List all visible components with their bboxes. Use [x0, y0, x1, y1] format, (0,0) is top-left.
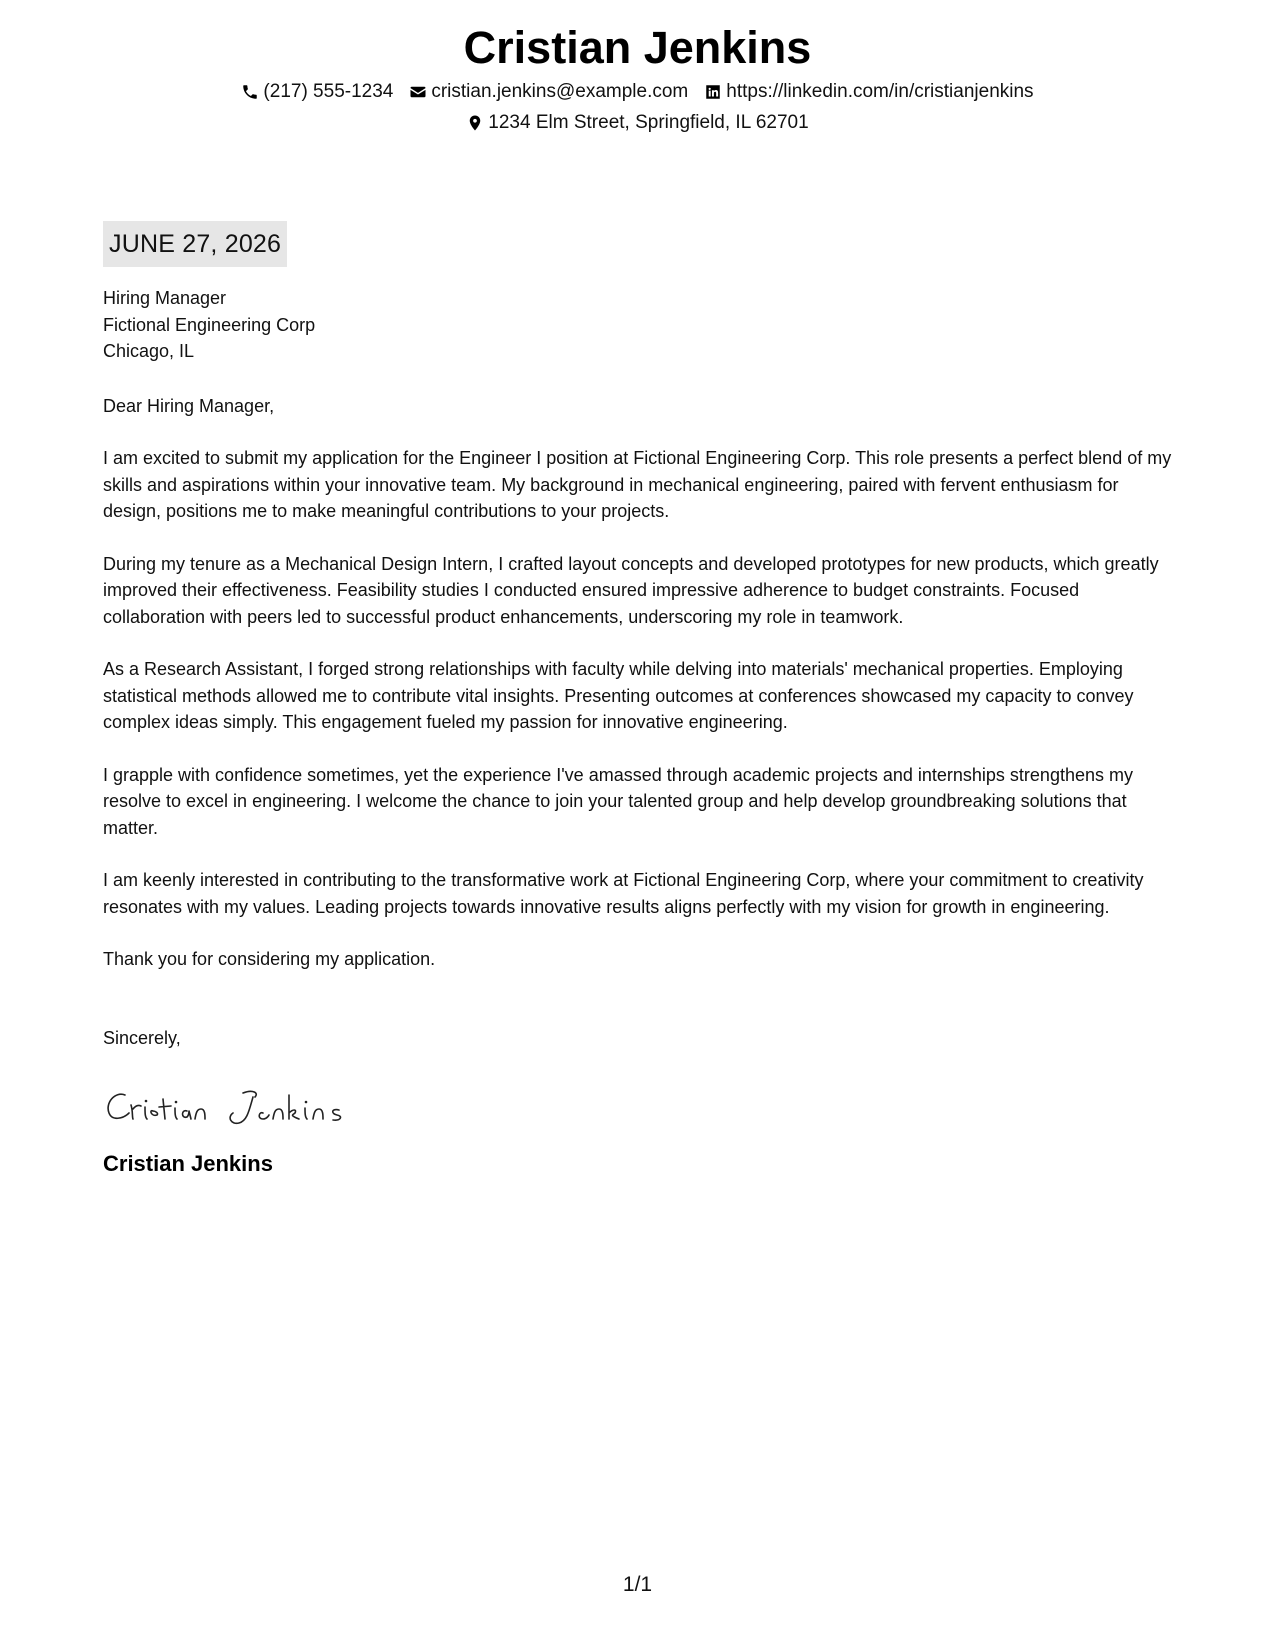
letter-header	[0, 18, 1275, 135]
page-number: 1/1	[622, 1573, 653, 1596]
address-row	[0, 111, 1275, 135]
letter-body	[103, 221, 1175, 1179]
email-link[interactable]: cristian.jenkins@example.com	[431, 81, 689, 102]
body-paragraph: I am keenly interested in contributing to the transformative work at Fictional Engineering Corp, where your commitment to creativity resonates with my values. Leading projects towards innovative results aligns perfectly with my vision for growth in engineering.	[103, 870, 1144, 917]
linkedin-icon	[704, 83, 722, 101]
body-paragraph: I grapple with confidence sometimes, yet the experience I've amassed through academic projects and internships strengthens my resolve to excel in engineering. I welcome the chance to join your talented group and help develop groundbreaking solutions that matter.	[103, 764, 1133, 838]
contact-linkedin[interactable]	[704, 80, 1033, 104]
body-paragraph: I am excited to submit my application for the Engineer I position at Fictional Engineering Corp. This role presents a perfect blend of my skills and aspirations within your innovative team. My background in mechanical engineering, paired with fervent enthusiasm for design, positions me to make meaningful contributions to your projects.	[103, 448, 1172, 521]
thank-you-paragraph: Thank you for considering my application.	[103, 949, 436, 969]
contact-email[interactable]	[409, 80, 688, 104]
signature-graphic	[103, 1081, 363, 1129]
recipient-block	[103, 285, 1175, 365]
recipient-title: Hiring Manager	[103, 288, 227, 308]
signer-name: Cristian Jenkins	[103, 1151, 273, 1176]
handwritten-signature	[103, 1081, 1175, 1129]
map-pin-icon	[466, 114, 484, 132]
recipient-company: Fictional Engineering Corp	[103, 314, 316, 335]
phone-icon	[241, 83, 259, 101]
contact-address	[466, 111, 808, 135]
closing: Sincerely,	[103, 1027, 181, 1048]
recipient-location: Chicago, IL	[103, 341, 195, 361]
body-paragraph: As a Research Assistant, I forged strong relationships with faculty while delving into materials' mechanical properties. Employing statistical methods allowed me to contribute vital insights. Presenting outcomes at conferences showcased my capacity to convey complex ideas simply. This engagement fueled my passion for innovative engineering.	[103, 659, 1134, 732]
letter-date: JUNE 27, 2026	[103, 221, 287, 267]
address-text: 1234 Elm Street, Springfield, IL 62701	[488, 112, 809, 133]
salutation: Dear Hiring Manager,	[103, 395, 275, 416]
applicant-name: Cristian Jenkins	[463, 22, 812, 73]
phone-text: (217) 555-1234	[263, 81, 394, 102]
contact-row	[0, 80, 1275, 104]
body-paragraph: During my tenure as a Mechanical Design Intern, I crafted layout concepts and developed prototypes for new products, which greatly improved their effectiveness. Feasibility studies I conducted ensured impressive adherence to budget constraints. Focused collaboration with peers led to successful product enhancements, underscoring my role in teamwork.	[103, 553, 1159, 627]
contact-phone	[241, 80, 393, 104]
envelope-icon	[409, 83, 427, 101]
linkedin-link[interactable]: https://linkedin.com/in/cristianjenkins	[726, 81, 1034, 102]
